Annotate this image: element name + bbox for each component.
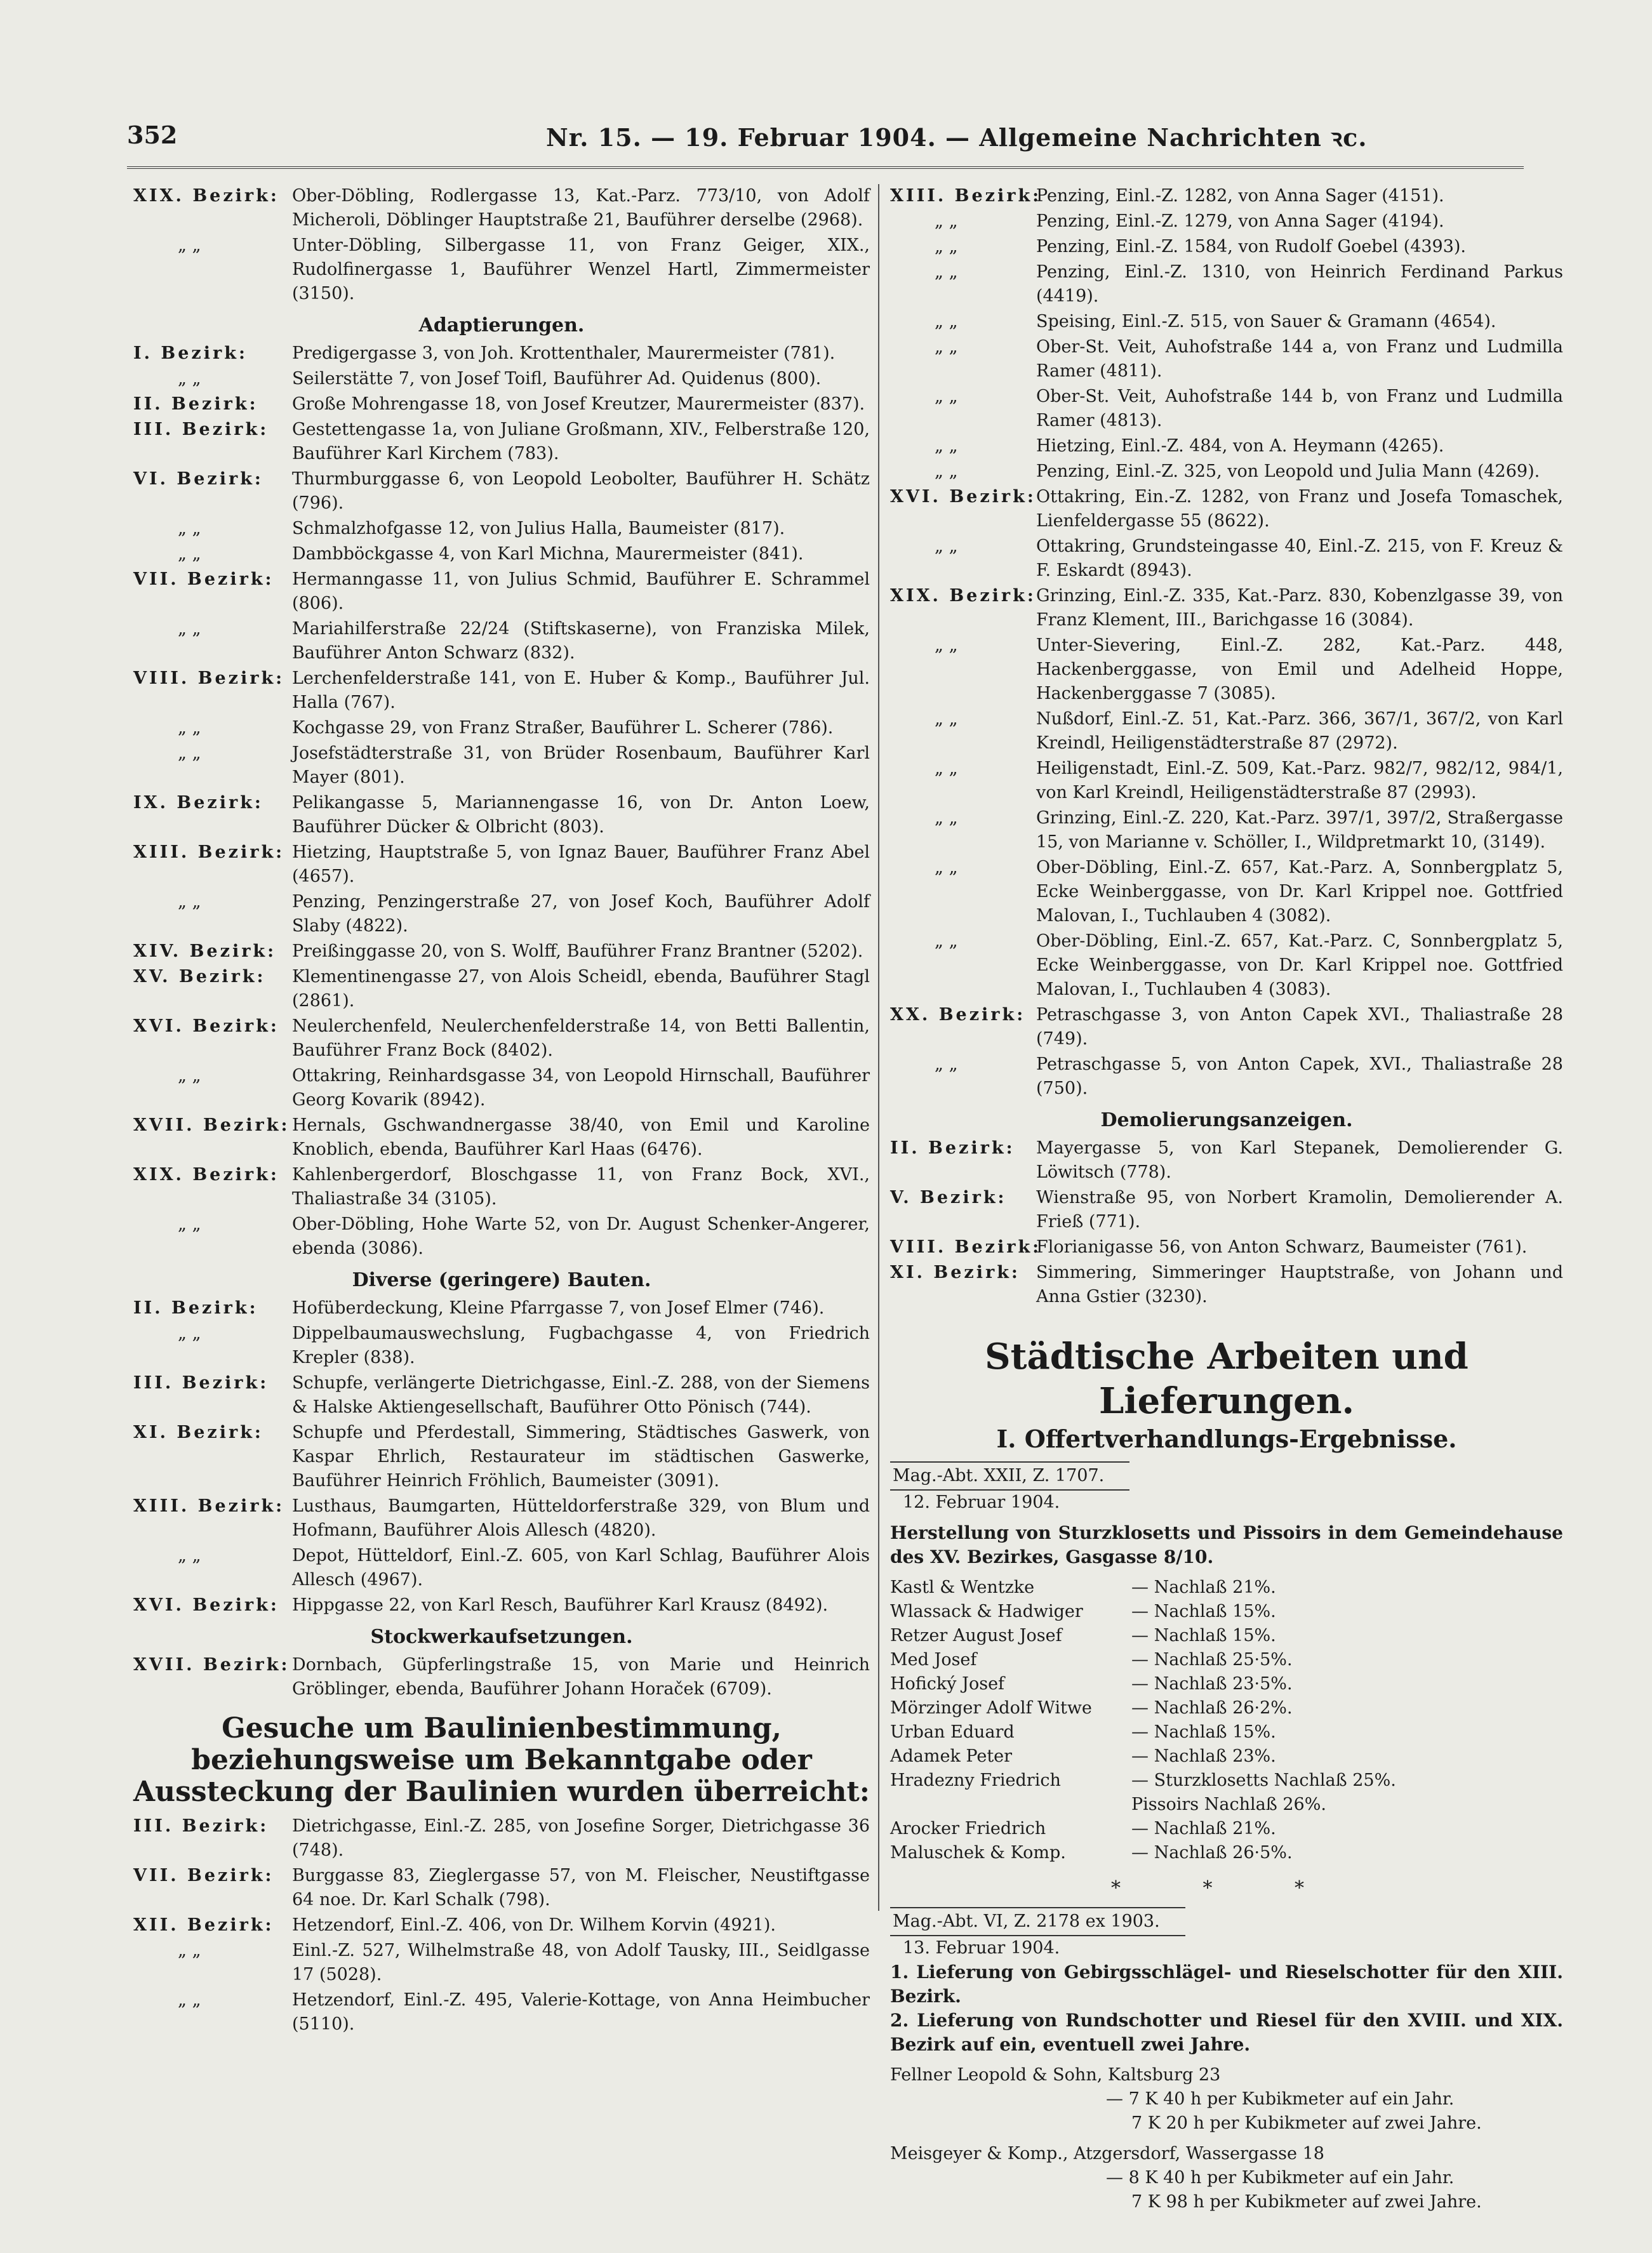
entry-text: Schupfe und Pferdestall, Simmering, Städtisches Gaswerk, von Kaspar Ehrlich, Restaurateur im städtischen Gaswerke, Bauführer Heinrich Fröhlich, Baumeister (3091). (292, 1423, 870, 1491)
listing-entry (133, 965, 870, 1013)
entry-text: Schupfe, verlängerte Dietrichgasse, Einl.-Z. 288, von der Siemens & Halske Aktiengesellschaft, Bauführer Otto Pönisch (744). (292, 1373, 870, 1417)
bidder-name: Maluschek & Komp. (890, 1843, 1066, 1863)
entry-text: Dornbach, Güpferlingstraße 15, von Marie und Heinrich Gröblinger, ebenda, Bauführer Johann Horaček (6709). (292, 1655, 870, 1699)
listing-entry (133, 1864, 870, 1912)
entry-text: Grinzing, Einl.-Z. 335, Kat.-Parz. 830, Kobenzlgasse 39, von Franz Klement, III., Barichgasse 16 (3084). (1036, 586, 1563, 630)
listing-entry (133, 1163, 870, 1211)
listing-entry (133, 568, 870, 616)
district-label: „ „ (935, 759, 958, 778)
entry-text: Neulerchenfeld, Neulerchenfelderstraße 14, von Betti Ballentin, Bauführer Franz Bock (8402). (292, 1016, 870, 1060)
entry-text: Hietzing, Hauptstraße 5, von Ignaz Bauer, Bauführer Franz Abel (4657). (292, 842, 870, 886)
diverse-heading: Diverse (geringere) Bauten. (352, 1269, 651, 1291)
entry-text: Preißinggasse 20, von S. Wolff, Bauführer Franz Brantner (5202). (292, 941, 863, 961)
district-label: „ „ (178, 1941, 201, 1960)
district-label: XIX. Bezirk: (133, 186, 279, 206)
district-label: „ „ (935, 858, 958, 877)
listing-entry (133, 617, 870, 665)
district-label: VI. Bezirk: (133, 469, 263, 489)
bid-result: — Nachlaß 21%. (1131, 1819, 1276, 1838)
bid-row (890, 1600, 1563, 1624)
district-label: III. Bezirk: (133, 1373, 269, 1393)
bid-row (890, 1720, 1563, 1745)
district-label: „ „ (178, 236, 201, 255)
district-label: I. Bezirk: (133, 343, 248, 363)
entry-text: Unter-Döbling, Silbergasse 11, von Franz Geiger, XIX., Rudolfinergasse 1, Bauführer Wenzel Hartl, Zimmermeister (3150). (292, 236, 870, 303)
bid-result: — Nachlaß 23·5%. (1131, 1674, 1293, 1694)
bid-result: — Nachlaß 26·5%. (1131, 1843, 1293, 1863)
entry-text: Penzing, Einl.-Z. 1282, von Anna Sager (4151). (1036, 186, 1444, 206)
stockwerk-heading: Stockwerkaufsetzungen. (370, 1626, 633, 1648)
left-column (133, 184, 870, 2038)
entry-text: Burggasse 83, Zieglergasse 57, von M. Fleischer, Neustiftgasse 64 noe. Dr. Karl Schalk (798). (292, 1866, 870, 1910)
district-label: „ „ (935, 237, 958, 256)
tender-items (890, 1960, 1563, 2057)
district-label: XVII. Bezirk: (133, 1655, 290, 1675)
column-divider (878, 184, 879, 1911)
listing-entry (890, 1003, 1563, 1051)
district-label: „ „ (935, 337, 958, 357)
listing-entry (133, 1371, 870, 1419)
district-label: XIX. Bezirk: (890, 586, 1036, 606)
listing-entry (133, 342, 870, 366)
district-label: VII. Bezirk: (133, 569, 274, 589)
bidder-name: Arocker Friedrich (890, 1819, 1046, 1838)
district-label: „ „ (935, 312, 958, 331)
tender-title: Herstellung von Sturzklosetts und Pissoirs in dem Gemeindehause des XV. Bezirkes, Gasgasse 8/10. (890, 1522, 1563, 1567)
gesuche-heading: Gesuche um Baulinienbestimmung, beziehungsweise um Bekanntgabe oder Aussteckung der Baulinien wurden überreicht: (133, 1712, 870, 1808)
bidder-name: Hofický Josef (890, 1674, 1005, 1694)
tender-item: 1. Lieferung von Gebirgsschlägel- und Rieselschotter für den XIII. Bezirk. (890, 1962, 1563, 2007)
listing-entry (133, 1296, 870, 1320)
district-label: XI. Bezirk: (890, 1263, 1020, 1282)
header-rule (127, 166, 1524, 169)
tender-block-2 (890, 1907, 1563, 2214)
district-label: „ „ (178, 544, 201, 564)
district-label: „ „ (178, 1066, 201, 1086)
district-label: „ „ (178, 1324, 201, 1343)
listing-entry (133, 1064, 870, 1112)
listing-entry (890, 184, 1563, 208)
listing-entry (133, 517, 870, 541)
listing-entry (133, 234, 870, 306)
district-label: „ „ (935, 709, 958, 729)
entry-text: Große Mohrengasse 18, von Josef Kreutzer, Maurermeister (837). (292, 394, 865, 414)
reference-number: Mag.-Abt. VI, Z. 2178 ex 1903. (890, 1907, 1185, 1936)
listing-entry (133, 1913, 870, 1937)
district-label: XV. Bezirk: (133, 967, 266, 987)
entry-text: Ober-St. Veit, Auhofstraße 144 a, von Franz und Ludmilla Ramer (4811). (1036, 337, 1563, 381)
listing-entry (133, 1988, 870, 2037)
district-label: „ „ (935, 211, 958, 231)
district-label: XVI. Bezirk: (890, 487, 1036, 507)
district-label: „ „ (935, 262, 958, 282)
entry-text: Ottakring, Ein.-Z. 1282, von Franz und Josefa Tomaschek, Lienfeldergasse 55 (8622). (1036, 487, 1563, 531)
district-label: XVII. Bezirk: (133, 1115, 290, 1135)
bidder-list (890, 2063, 1563, 2214)
entry-text: Ober-St. Veit, Auhofstraße 144 b, von Franz und Ludmilla Ramer (4813). (1036, 387, 1563, 430)
entry-text: Nußdorf, Einl.-Z. 51, Kat.-Parz. 366, 367/1, 367/2, von Karl Kreindl, Heiligenstädterstraße 87 (2972). (1036, 709, 1563, 753)
district-label: „ „ (178, 718, 201, 738)
listing-entry (890, 434, 1563, 458)
entry-text: Depot, Hütteldorf, Einl.-Z. 605, von Karl Schlag, Bauführer Alois Allesch (4967). (292, 1546, 870, 1590)
listing-entry (890, 707, 1563, 755)
listing-entry (133, 716, 870, 740)
entry-text: Mariahilferstraße 22/24 (Stiftskaserne), von Franziska Milek, Bauführer Anton Schwarz (832). (292, 619, 870, 663)
entry-text: Heiligenstadt, Einl.-Z. 509, Kat.-Parz. 982/7, 982/12, 984/1, von Karl Kreindl, Heiligenstädterstraße 87 (2993). (1036, 759, 1563, 802)
bid-price: — 7 K 40 h per Kubikmeter auf ein Jahr. (1106, 2089, 1455, 2109)
listing-entry (890, 584, 1563, 632)
entry-text: Gestettengasse 1a, von Juliane Großmann, XIV., Felberstraße 120, Bauführer Karl Kirchem (783). (292, 420, 870, 463)
listing-entry (133, 791, 870, 839)
bid-result: — Nachlaß 23%. (1131, 1746, 1276, 1766)
district-label: XVI. Bezirk: (133, 1016, 279, 1036)
district-label: III. Bezirk: (133, 420, 269, 439)
bid-result: — Nachlaß 21%. (1131, 1578, 1276, 1597)
district-label: XIV. Bezirk: (133, 941, 277, 961)
district-label: XI. Bezirk: (133, 1423, 263, 1442)
listing-entry (133, 418, 870, 466)
entry-text: Dippelbaumauswechslung, Fugbachgasse 4, von Friedrich Krepler (838). (292, 1324, 870, 1367)
listing-entry (890, 929, 1563, 1002)
listing-entry (133, 1814, 870, 1863)
listing-entry (133, 1494, 870, 1543)
running-title: Nr. 15. — 19. Februar 1904. — Allgemeine Nachrichten ꝛc. (546, 123, 1368, 152)
listing-entry (133, 741, 870, 790)
bid-row (890, 1745, 1563, 1769)
listing-entry (133, 1544, 870, 1592)
listing-entry (890, 1136, 1563, 1185)
district-label: XIII. Bezirk: (133, 842, 285, 862)
bidder-name: Retzer August Josef (890, 1626, 1062, 1645)
diverse-list (133, 1296, 870, 1618)
listing-entry (133, 392, 870, 416)
listing-entry (890, 1235, 1563, 1259)
district-label: „ „ (178, 743, 201, 763)
district-label: „ „ (935, 635, 958, 655)
district-label: „ „ (935, 931, 958, 951)
entry-text: Grinzing, Einl.-Z. 220, Kat.-Parz. 397/1, 397/2, Straßergasse 15, von Marianne v. Schöller, I., Wildpretmarkt 10, (3149). (1036, 808, 1563, 852)
listing-entry (890, 1186, 1563, 1234)
listing-entry (133, 940, 870, 964)
district-label: „ „ (178, 369, 201, 389)
entry-text: Petraschgasse 3, von Anton Capek XVI., Thaliastraße 28 (749). (1036, 1005, 1563, 1049)
listing-entry (890, 1261, 1563, 1309)
reference-date: 12. Februar 1904. (903, 1492, 1060, 1512)
district-label: „ „ (935, 436, 958, 456)
bidder-name (890, 1793, 1131, 1817)
entry-text: Penzing, Einl.-Z. 325, von Leopold und Julia Mann (4269). (1036, 462, 1540, 481)
bid-row (890, 1793, 1563, 1817)
entry-text: Ottakring, Grundsteingasse 40, Einl.-Z. 215, von F. Kreuz & F. Eskardt (8943). (1036, 536, 1563, 580)
entry-text: Petraschgasse 5, von Anton Capek, XVI., Thaliastraße 28 (750). (1036, 1054, 1563, 1098)
section-title: Städtische Arbeiten und Lieferungen. (985, 1336, 1469, 1422)
demolierung-heading: Demolierungsanzeigen. (1100, 1109, 1353, 1131)
district-label: XII. Bezirk: (133, 1915, 274, 1935)
entry-text: Kahlenbergerdorf, Bloschgasse 11, von Franz Bock, XVI., Thaliastraße 34 (3105). (292, 1165, 870, 1209)
entry-text: Dietrichgasse, Einl.-Z. 285, von Josefine Sorger, Dietrichgasse 36 (748). (292, 1816, 870, 1860)
district-label: IX. Bezirk: (133, 793, 263, 813)
listing-entry (890, 310, 1563, 334)
listing-entry (890, 235, 1563, 259)
bidder-name: Mörzinger Adolf Witwe (890, 1698, 1092, 1718)
entry-text: Kochgasse 29, von Franz Straßer, Bauführer L. Scherer (786). (292, 718, 834, 738)
bid-row (890, 1576, 1563, 1600)
district-label: III. Bezirk: (133, 1816, 269, 1836)
entry-text: Wienstraße 95, von Norbert Kramolin, Demolierender A. Frieß (771). (1036, 1188, 1563, 1232)
entry-text: Lerchenfelderstraße 141, von E. Huber & Komp., Bauführer Jul. Halla (767). (292, 668, 870, 712)
listing-entry (133, 184, 870, 232)
entry-text: Thurmburggasse 6, von Leopold Leobolter, Bauführer H. Schätz (796). (292, 469, 870, 513)
entry-text: Penzing, Penzingerstraße 27, von Josef Koch, Bauführer Adolf Slaby (4822). (292, 892, 870, 936)
entry-text: Hofüberdeckung, Kleine Pfarrgasse 7, von Josef Elmer (746). (292, 1298, 825, 1318)
listing-entry (890, 806, 1563, 854)
bid-result: — Nachlaß 25·5%. (1131, 1650, 1293, 1670)
bid-row (890, 1841, 1563, 1865)
listing-entry (133, 1421, 870, 1493)
district-label: II. Bezirk: (890, 1138, 1015, 1158)
entry-text: Ober-Döbling, Einl.-Z. 657, Kat.-Parz. C, Sonnbergplatz 5, Ecke Weinberggasse, von Dr. Karl Krippel noe. Gottfried Malovan, I., Tuchlauben 4 (3083). (1036, 931, 1563, 999)
district-label: „ „ (178, 1546, 201, 1565)
entry-text: Hetzendorf, Einl.-Z. 406, von Dr. Wilhem Korvin (4921). (292, 1915, 776, 1935)
listing-entry (890, 757, 1563, 805)
bid-result: — Sturzklosetts Nachlaß 25%. (1131, 1771, 1396, 1790)
district-label: „ „ (935, 462, 958, 481)
entry-text: Seilerstätte 7, von Josef Toifl, Bauführer Ad. Quidenus (800). (292, 369, 822, 389)
listing-entry (890, 209, 1563, 234)
entry-text: Ottakring, Reinhardsgasse 34, von Leopold Hirnschall, Bauführer Georg Kovarik (8942). (292, 1066, 870, 1110)
bidder-name: Kastl & Wentzke (890, 1578, 1035, 1597)
entry-text: Simmering, Simmeringer Hauptstraße, von Johann und Anna Gstier (3230). (1036, 1263, 1563, 1306)
entry-text: Pelikangasse 5, Mariannengasse 16, von Dr. Anton Loew, Bauführer Dücker & Olbricht (803). (292, 793, 870, 837)
entry-text: Mayergasse 5, von Karl Stepanek, Demolierender G. Löwitsch (778). (1036, 1138, 1563, 1182)
entry-text: Speising, Einl.-Z. 515, von Sauer & Gramann (4654). (1036, 312, 1496, 331)
listing-entry (890, 385, 1563, 433)
entry-text: Predigergasse 3, von Joh. Krottenthaler, Maurermeister (781). (292, 343, 836, 363)
district-label: VIII. Bezirk: (133, 668, 285, 688)
bidder-name: Fellner Leopold & Sohn, Kaltsburg 23 (890, 2065, 1221, 2085)
right-column (890, 184, 1563, 2214)
intro-list (133, 184, 870, 306)
listing-entry (133, 667, 870, 715)
separator-stars: * * * (1110, 1877, 1343, 1899)
district-label: XIII. Bezirk: (133, 1496, 285, 1516)
listing-entry (133, 1213, 870, 1261)
bidder-name: Hradezny Friedrich (890, 1771, 1061, 1790)
entry-text: Einl.-Z. 527, Wilhelmstraße 48, von Adolf Tausky, III., Seidlgasse 17 (5028). (292, 1941, 870, 1984)
listing-entry (133, 542, 870, 566)
entry-text: Penzing, Einl.-Z. 1279, von Anna Sager (4194). (1036, 211, 1444, 231)
bid-result: — Nachlaß 15%. (1131, 1722, 1276, 1742)
district-label: XIII. Bezirk: (890, 186, 1042, 206)
entry-text: Ober-Döbling, Einl.-Z. 657, Kat.-Parz. A, Sonnbergplatz 5, Ecke Weinberggasse, von Dr. Karl Krippel noe. Gottfried Malovan, I., Tuchlauben 4 (3082). (1036, 858, 1563, 926)
listing-entry (890, 460, 1563, 484)
bid-result: — Nachlaß 15%. (1131, 1626, 1276, 1645)
tender-item: 2. Lieferung von Rundschotter und Riesel für den XVIII. und XIX. Bezirk auf ein, eventuell zwei Jahre. (890, 2010, 1563, 2055)
district-label: „ „ (935, 808, 958, 828)
bid-row (890, 1769, 1563, 1793)
entry-text: Hernals, Gschwandnergasse 38/40, von Emil und Karoline Knoblich, ebenda, Bauführer Karl Haas (6476). (292, 1115, 870, 1159)
entry-text: Lusthaus, Baumgarten, Hütteldorferstraße 329, von Blum und Hofmann, Bauführer Alois Allesch (4820). (292, 1496, 870, 1540)
gesuche-list (133, 1814, 870, 2037)
district-label: II. Bezirk: (133, 394, 258, 414)
right-entries-list (890, 184, 1563, 1101)
bid-row (890, 1624, 1563, 1648)
district-label: XIX. Bezirk: (133, 1165, 279, 1185)
demolierung-list (890, 1136, 1563, 1309)
entry-text: Josefstädterstraße 31, von Brüder Rosenbaum, Bauführer Karl Mayer (801). (292, 743, 870, 787)
bid-row (890, 1672, 1563, 1696)
reference-date: 13. Februar 1904. (903, 1938, 1060, 1958)
bidder-name: Adamek Peter (890, 1746, 1013, 1766)
listing-entry (133, 1653, 870, 1701)
entry-text: Ober-Döbling, Hohe Warte 52, von Dr. August Schenker-Angerer, ebenda (3086). (292, 1214, 870, 1258)
section-subtitle: I. Offertverhandlungs-Ergebnisse. (996, 1425, 1457, 1453)
entry-text: Hermanngasse 11, von Julius Schmid, Bauführer E. Schrammel (806). (292, 569, 870, 613)
bid-price: 7 K 98 h per Kubikmeter auf zwei Jahre. (1131, 2192, 1482, 2212)
listing-entry (133, 367, 870, 391)
entry-text: Hetzendorf, Einl.-Z. 495, Valerie-Kottage, von Anna Heimbucher (5110). (292, 1990, 870, 2034)
district-label: VII. Bezirk: (133, 1866, 274, 1885)
listing-entry (133, 1593, 870, 1618)
entry-text: Penzing, Einl.-Z. 1584, von Rudolf Goebel (4393). (1036, 237, 1467, 256)
entry-text: Hippgasse 22, von Karl Resch, Bauführer Karl Krausz (8492). (292, 1595, 829, 1615)
page-header (127, 121, 1524, 165)
listing-entry (890, 856, 1563, 928)
bidder-name: Med Josef (890, 1650, 977, 1670)
district-label: „ „ (935, 387, 958, 406)
adaptierungen-list (133, 342, 870, 1261)
entry-text: Florianigasse 56, von Anton Schwarz, Baumeister (761). (1036, 1237, 1528, 1257)
bidder-name: Meisgeyer & Komp., Atzgersdorf, Wassergasse 18 (890, 2144, 1324, 2163)
district-label: XVI. Bezirk: (133, 1595, 279, 1615)
listing-entry (133, 1014, 870, 1063)
page-number: 352 (127, 121, 178, 149)
tender-block-1 (890, 1461, 1563, 1865)
stockwerk-list (133, 1653, 870, 1701)
district-label: „ „ (935, 536, 958, 556)
bid-result: Pissoirs Nachlaß 26%. (1131, 1795, 1326, 1814)
listing-entry (890, 485, 1563, 533)
entry-text: Unter-Sievering, Einl.-Z. 282, Kat.-Parz. 448, Hackenberggasse, von Emil und Adelheid Hoppe, Hackenberggasse 7 (3085). (1036, 635, 1563, 703)
district-label: II. Bezirk: (133, 1298, 258, 1318)
bid-price: — 8 K 40 h per Kubikmeter auf ein Jahr. (1106, 2168, 1455, 2188)
listing-entry (133, 890, 870, 938)
bid-row (890, 1648, 1563, 1672)
reference-number: Mag.-Abt. XXII, Z. 1707. (890, 1461, 1129, 1491)
bid-row (890, 1817, 1563, 1841)
district-label: VIII. Bezirk: (890, 1237, 1042, 1257)
entry-text: Hietzing, Einl.-Z. 484, von A. Heymann (4265). (1036, 436, 1444, 456)
bidder-name: Urban Eduard (890, 1722, 1015, 1742)
listing-entry (133, 1322, 870, 1370)
district-label: „ „ (178, 892, 201, 912)
entry-text: Ober-Döbling, Rodlergasse 13, Kat.-Parz. 773/10, von Adolf Micheroli, Döblinger Hauptstraße 21, Bauführer derselbe (2968). (292, 186, 870, 230)
adaptierungen-heading: Adaptierungen. (418, 314, 585, 336)
district-label: V. Bezirk: (890, 1188, 1007, 1207)
listing-entry (133, 467, 870, 515)
district-label: „ „ (178, 1990, 201, 2010)
bid-row (890, 1696, 1563, 1720)
listing-entry (890, 634, 1563, 706)
bid-price: 7 K 20 h per Kubikmeter auf zwei Jahre. (1131, 2113, 1482, 2133)
district-label: „ „ (935, 1054, 958, 1074)
entry-text: Dambböckgasse 4, von Karl Michna, Maurermeister (841). (292, 544, 804, 564)
listing-entry (890, 1053, 1563, 1101)
bidder-name: Wlassack & Hadwiger (890, 1602, 1083, 1621)
bid-result: — Nachlaß 15%. (1131, 1602, 1276, 1621)
listing-entry (890, 335, 1563, 383)
entry-text: Klementinengasse 27, von Alois Scheidl, ebenda, Bauführer Stagl (2861). (292, 967, 870, 1011)
district-label: XX. Bezirk: (890, 1005, 1026, 1025)
listing-entry (133, 841, 870, 889)
listing-entry (890, 260, 1563, 309)
entry-text: Penzing, Einl.-Z. 1310, von Heinrich Ferdinand Parkus (4419). (1036, 262, 1563, 306)
bid-result: — Nachlaß 26·2%. (1131, 1698, 1293, 1718)
bid-table (890, 1576, 1563, 1865)
listing-entry (133, 1939, 870, 1987)
entry-text: Schmalzhofgasse 12, von Julius Halla, Baumeister (817). (292, 519, 785, 538)
district-label: „ „ (178, 1214, 201, 1234)
listing-entry (890, 535, 1563, 583)
district-label: „ „ (178, 519, 201, 538)
listing-entry (133, 1113, 870, 1162)
district-label: „ „ (178, 619, 201, 639)
